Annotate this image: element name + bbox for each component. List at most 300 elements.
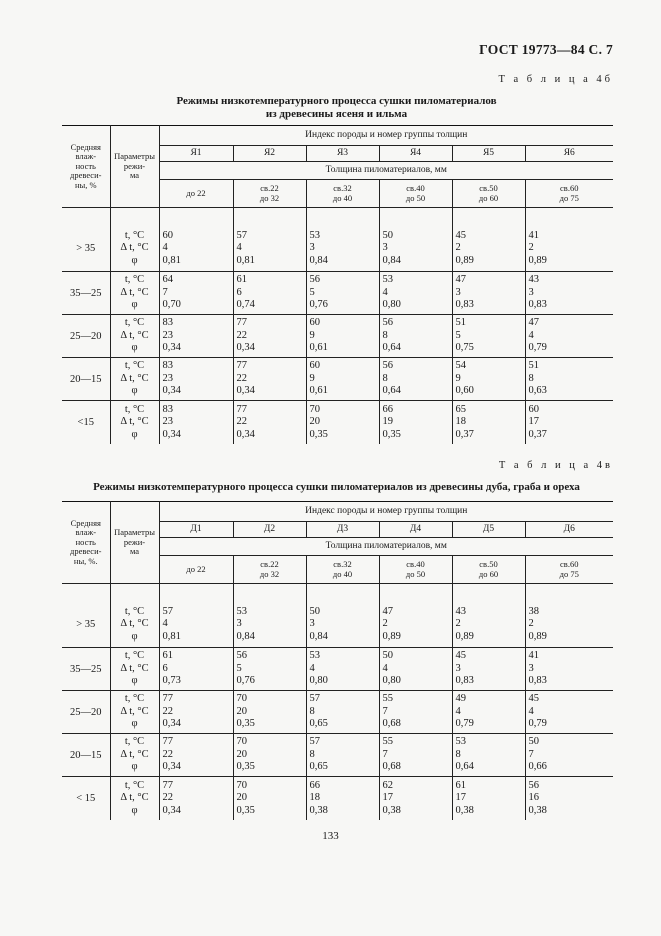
- value-line: 83: [162, 317, 173, 329]
- value-line: 0,83: [455, 299, 474, 311]
- spacer-cell: [452, 584, 525, 602]
- value-line: 3: [455, 662, 461, 674]
- param-line: φ: [131, 630, 138, 642]
- value-line: 47: [382, 605, 393, 617]
- value-line: 19: [382, 416, 393, 427]
- value-line: 8: [382, 329, 388, 341]
- param-line: Δ t, °C: [120, 416, 149, 427]
- value-line: 0,64: [382, 385, 401, 397]
- value-line: 57: [309, 693, 320, 705]
- param-line: φ: [131, 299, 138, 311]
- value-line: 83: [162, 403, 173, 415]
- value-line: 3: [309, 242, 315, 253]
- value-line: 0,84: [309, 254, 328, 266]
- params-cell: [110, 648, 159, 691]
- value-line: 49: [455, 693, 466, 705]
- spacer-cell: [306, 584, 379, 602]
- value-line: 23: [162, 372, 173, 384]
- value-line: 0,37: [455, 428, 474, 440]
- index-cell: Д4: [379, 522, 452, 538]
- value-line: 0,79: [528, 342, 547, 354]
- table-4v-title-line: Режимы низкотемпературного процесса сушки пиломатериалов из древесины дуба, граба и ореха: [93, 481, 580, 493]
- value-line: 3: [528, 286, 534, 298]
- table-4b-title-line: из древесины ясеня и ильма: [265, 108, 408, 120]
- value-line: 38: [528, 605, 539, 617]
- thickness-cell: [379, 180, 452, 208]
- value-line: 55: [382, 736, 393, 748]
- spacer-cell: [379, 584, 452, 602]
- value-line: 8: [309, 705, 315, 717]
- value-line: 57: [309, 736, 320, 748]
- value-line: 0,35: [236, 761, 255, 773]
- value-cell: [452, 358, 525, 401]
- value-cell: [159, 691, 233, 734]
- table-row: [62, 648, 613, 691]
- param-line: Δ t, °C: [120, 662, 149, 674]
- params-header-line: ма: [129, 546, 140, 557]
- value-line: 0,38: [455, 804, 474, 816]
- value-line: 6: [162, 662, 168, 674]
- value-line: 0,34: [162, 428, 181, 440]
- value-line: 0,65: [309, 718, 328, 730]
- thickness-cell: [159, 556, 233, 584]
- value-line: 45: [528, 693, 539, 705]
- table-row: [62, 602, 613, 648]
- table-row: [62, 226, 613, 272]
- thickness-line: до 40: [332, 568, 353, 579]
- value-line: 0,83: [455, 675, 474, 687]
- document-header: ГОСТ 19773—84 С. 7: [479, 42, 613, 57]
- value-line: 0,84: [309, 630, 328, 642]
- params-column-header: [110, 502, 159, 584]
- value-line: 17: [382, 792, 393, 803]
- thickness-line: св.22: [260, 183, 279, 193]
- value-line: 0,89: [455, 630, 474, 642]
- value-line: 4: [236, 242, 242, 253]
- table-row: [62, 777, 613, 820]
- value-line: 0,76: [236, 675, 255, 687]
- table-row: [62, 358, 613, 401]
- thickness-cell: [525, 556, 613, 584]
- value-cell: [379, 315, 452, 358]
- spacer-cell: [452, 208, 525, 226]
- thickness-cell: [452, 556, 525, 584]
- param-line: t, °C: [124, 736, 145, 748]
- value-cell: [452, 272, 525, 315]
- thickness-cell: [306, 180, 379, 208]
- value-line: 3: [236, 618, 242, 629]
- moisture-column-header: [62, 502, 110, 584]
- value-line: 0,35: [236, 718, 255, 730]
- value-cell: [379, 226, 452, 272]
- value-cell: [159, 401, 233, 444]
- value-line: 8: [382, 372, 388, 384]
- value-cell: [233, 602, 306, 648]
- moisture-cell: 35—25: [62, 648, 110, 691]
- value-line: 50: [382, 650, 393, 662]
- value-line: 66: [382, 403, 393, 415]
- index-cell: Д6: [525, 522, 613, 538]
- thickness-line: св.60: [560, 559, 579, 569]
- value-line: 0,84: [236, 630, 255, 642]
- value-line: 6: [236, 286, 242, 298]
- value-line: 0,73: [162, 675, 181, 687]
- value-cell: [525, 226, 613, 272]
- params-header-line: режи-: [123, 536, 146, 547]
- value-line: 0,89: [455, 254, 474, 266]
- thickness-cell: [159, 180, 233, 208]
- value-line: 8: [309, 748, 315, 760]
- value-line: 47: [455, 274, 466, 286]
- value-line: 62: [382, 779, 393, 791]
- moisture-cell: 35—25: [62, 272, 110, 315]
- value-cell: [233, 691, 306, 734]
- thickness-line: до 32: [259, 192, 280, 203]
- value-cell: [306, 315, 379, 358]
- thickness-cell: [233, 556, 306, 584]
- table-row: [62, 315, 613, 358]
- thickness-line: до 22: [186, 187, 206, 198]
- params-cell: [110, 602, 159, 648]
- value-line: 0,83: [528, 675, 547, 687]
- value-line: 50: [382, 229, 393, 241]
- thickness-line: св.50: [479, 559, 498, 569]
- value-line: 0,79: [528, 718, 547, 730]
- param-line: t, °C: [124, 229, 145, 241]
- value-line: 0,65: [309, 761, 328, 773]
- value-line: 4: [455, 705, 461, 717]
- value-cell: [233, 777, 306, 820]
- value-line: 0,34: [162, 718, 181, 730]
- table-4v-title: [60, 481, 613, 494]
- value-cell: [159, 777, 233, 820]
- moisture-column-header: [62, 126, 110, 208]
- params-cell: [110, 777, 159, 820]
- value-line: 22: [236, 372, 247, 384]
- value-cell: [525, 315, 613, 358]
- param-line: Δ t, °C: [120, 329, 149, 341]
- value-line: 56: [528, 779, 539, 791]
- thickness-line: до 22: [186, 563, 206, 574]
- value-line: 17: [455, 792, 466, 803]
- param-line: Δ t, °C: [120, 372, 149, 384]
- value-line: 0,34: [162, 385, 181, 397]
- value-line: 53: [309, 650, 320, 662]
- value-line: 45: [455, 650, 466, 662]
- param-line: Δ t, °C: [120, 618, 149, 629]
- moisture-header-line: древеси-: [70, 546, 102, 557]
- value-line: 0,61: [309, 342, 328, 354]
- value-line: 2: [382, 618, 388, 629]
- value-cell: [306, 226, 379, 272]
- params-cell: [110, 226, 159, 272]
- moisture-cell: 20—15: [62, 358, 110, 401]
- value-cell: [306, 272, 379, 315]
- value-line: 2: [528, 618, 534, 629]
- value-cell: [452, 777, 525, 820]
- moisture-header-line: ны, %.: [73, 555, 98, 566]
- value-line: 70: [236, 693, 247, 705]
- value-line: 9: [309, 372, 315, 384]
- value-line: 20: [236, 748, 247, 760]
- thickness-line: св.40: [406, 183, 425, 193]
- value-cell: [379, 777, 452, 820]
- value-line: 61: [236, 274, 247, 286]
- index-cell: Д2: [233, 522, 306, 538]
- params-header-line: ма: [129, 170, 140, 181]
- index-header: Индекс породы и номер группы толщин: [159, 126, 613, 146]
- table-row: [62, 401, 613, 444]
- value-line: 0,34: [162, 761, 181, 773]
- value-line: 0,64: [455, 761, 474, 773]
- value-cell: [452, 734, 525, 777]
- value-line: 0,34: [236, 342, 255, 354]
- value-line: 0,81: [162, 630, 181, 642]
- value-line: 65: [455, 403, 466, 415]
- thickness-cell: [525, 180, 613, 208]
- value-line: 0,38: [309, 804, 328, 816]
- spacer-row: [62, 584, 613, 602]
- params-column-header: [110, 126, 159, 208]
- index-cell: Я5: [452, 146, 525, 162]
- value-line: 22: [236, 416, 247, 427]
- table-row: [62, 691, 613, 734]
- param-line: Δ t, °C: [120, 286, 149, 298]
- value-cell: [233, 648, 306, 691]
- value-cell: [159, 648, 233, 691]
- spacer-cell: [525, 584, 613, 602]
- params-header-line: режи-: [123, 160, 146, 171]
- value-line: 0,79: [455, 718, 474, 730]
- moisture-cell: > 35: [62, 226, 110, 272]
- table-4v-label: Т а б л и ц а 4в: [498, 460, 613, 471]
- value-cell: [379, 734, 452, 777]
- table-4b: [62, 125, 613, 444]
- value-line: 61: [455, 779, 466, 791]
- index-cell: Я6: [525, 146, 613, 162]
- value-line: 2: [528, 242, 534, 253]
- thickness-line: до 75: [559, 192, 579, 203]
- thickness-line: св.32: [333, 183, 352, 193]
- value-line: 56: [236, 650, 247, 662]
- value-line: 0,66: [528, 761, 547, 773]
- table-row: [62, 272, 613, 315]
- param-line: φ: [131, 761, 138, 773]
- value-cell: [379, 691, 452, 734]
- value-line: 66: [309, 779, 320, 791]
- params-cell: [110, 691, 159, 734]
- value-line: 9: [455, 372, 461, 384]
- params-cell: [110, 734, 159, 777]
- value-cell: [452, 691, 525, 734]
- value-line: 5: [455, 329, 461, 341]
- value-line: 23: [162, 329, 173, 341]
- index-cell: Я2: [233, 146, 306, 162]
- value-line: 8: [528, 372, 534, 384]
- value-line: 0,80: [309, 675, 328, 687]
- value-line: 4: [162, 618, 168, 629]
- param-line: φ: [131, 675, 138, 687]
- value-line: 0,34: [236, 428, 255, 440]
- value-line: 64: [162, 274, 173, 286]
- value-cell: [306, 401, 379, 444]
- param-line: t, °C: [124, 317, 145, 329]
- value-cell: [525, 691, 613, 734]
- param-line: φ: [131, 428, 138, 440]
- thickness-line: до 50: [405, 568, 426, 579]
- value-line: 77: [162, 779, 173, 791]
- value-line: 22: [162, 748, 173, 760]
- value-cell: [233, 401, 306, 444]
- params-cell: [110, 315, 159, 358]
- thickness-line: до 60: [478, 192, 499, 203]
- value-line: 45: [455, 229, 466, 241]
- value-line: 77: [236, 360, 247, 372]
- spacer-cell: [62, 584, 110, 602]
- value-cell: [306, 777, 379, 820]
- value-line: 77: [236, 317, 247, 329]
- value-cell: [306, 602, 379, 648]
- value-line: 4: [309, 662, 315, 674]
- thickness-line: до 50: [405, 192, 426, 203]
- moisture-cell: 20—15: [62, 734, 110, 777]
- value-line: 83: [162, 360, 173, 372]
- spacer-cell: [62, 208, 110, 226]
- value-cell: [379, 602, 452, 648]
- value-line: 7: [382, 748, 388, 760]
- table-4b-title: [60, 95, 613, 121]
- moisture-header-line: древеси-: [70, 170, 102, 181]
- value-line: 77: [236, 403, 247, 415]
- moisture-cell: <15: [62, 401, 110, 444]
- thickness-line: до 75: [559, 568, 579, 579]
- value-line: 20: [236, 705, 247, 717]
- value-line: 57: [162, 605, 173, 617]
- param-line: φ: [131, 804, 138, 816]
- value-line: 0,68: [382, 718, 401, 730]
- value-cell: [159, 734, 233, 777]
- thickness-line: до 40: [332, 192, 353, 203]
- value-line: 3: [455, 286, 461, 298]
- params-cell: [110, 401, 159, 444]
- moisture-cell: 25—20: [62, 691, 110, 734]
- value-line: 0,35: [236, 804, 255, 816]
- value-cell: [159, 358, 233, 401]
- value-line: 51: [528, 360, 539, 372]
- value-line: 4: [528, 705, 534, 717]
- spacer-row: [62, 208, 613, 226]
- value-line: 47: [528, 317, 539, 329]
- value-line: 60: [309, 317, 320, 329]
- value-cell: [525, 272, 613, 315]
- thickness-line: св.50: [479, 183, 498, 193]
- value-line: 0,81: [236, 254, 255, 266]
- index-header: Индекс породы и номер группы толщин: [159, 502, 613, 522]
- spacer-cell: [306, 208, 379, 226]
- value-line: 54: [455, 360, 466, 372]
- value-line: 43: [455, 605, 466, 617]
- param-line: t, °C: [124, 403, 145, 415]
- param-line: Δ t, °C: [120, 792, 149, 803]
- value-line: 0,35: [309, 428, 328, 440]
- spacer-cell: [110, 208, 159, 226]
- value-line: 53: [309, 229, 320, 241]
- value-line: 70: [309, 403, 320, 415]
- index-cell: Д5: [452, 522, 525, 538]
- value-line: 16: [528, 792, 539, 803]
- value-line: 56: [309, 274, 320, 286]
- param-line: t, °C: [124, 779, 145, 791]
- value-cell: [306, 358, 379, 401]
- value-line: 0,89: [528, 254, 547, 266]
- params-header-line: Параметры: [114, 527, 155, 538]
- value-line: 7: [162, 286, 168, 298]
- value-line: 60: [309, 360, 320, 372]
- value-line: 51: [455, 317, 466, 329]
- spacer-cell: [525, 208, 613, 226]
- value-cell: [233, 358, 306, 401]
- value-line: 7: [382, 705, 388, 717]
- value-line: 0,89: [528, 630, 547, 642]
- value-line: 18: [309, 792, 320, 803]
- value-line: 60: [162, 229, 173, 241]
- value-cell: [233, 734, 306, 777]
- moisture-header-line: влаж-: [75, 151, 97, 162]
- value-line: 0,63: [528, 385, 547, 397]
- params-cell: [110, 272, 159, 315]
- value-line: 3: [309, 618, 315, 629]
- moisture-header-line: ность: [75, 536, 96, 547]
- value-line: 0,34: [162, 804, 181, 816]
- value-line: 22: [162, 792, 173, 803]
- spacer-cell: [379, 208, 452, 226]
- moisture-header-line: ны, %: [74, 179, 97, 190]
- value-line: 61: [162, 650, 173, 662]
- value-line: 5: [236, 662, 242, 674]
- value-line: 3: [528, 662, 534, 674]
- table-4v: [62, 501, 613, 820]
- thickness-cell: [452, 180, 525, 208]
- param-line: Δ t, °C: [120, 748, 149, 760]
- value-cell: [525, 358, 613, 401]
- params-cell: [110, 358, 159, 401]
- spacer-cell: [110, 584, 159, 602]
- value-line: 0,34: [162, 342, 181, 354]
- value-line: 5: [309, 286, 315, 298]
- value-line: 17: [528, 416, 539, 427]
- param-line: t, °C: [124, 274, 145, 286]
- header-row: [62, 126, 613, 146]
- value-cell: [306, 734, 379, 777]
- value-cell: [452, 401, 525, 444]
- value-cell: [379, 358, 452, 401]
- value-line: 22: [162, 705, 173, 717]
- param-line: Δ t, °C: [120, 705, 149, 717]
- value-line: 50: [528, 736, 539, 748]
- value-line: 53: [236, 605, 247, 617]
- value-cell: [159, 602, 233, 648]
- value-line: 0,34: [236, 385, 255, 397]
- value-line: 2: [455, 618, 461, 629]
- header-row: [62, 502, 613, 522]
- value-line: 77: [162, 736, 173, 748]
- moisture-header-line: ность: [75, 160, 96, 171]
- thickness-line: до 32: [259, 568, 280, 579]
- table-row: [62, 734, 613, 777]
- value-line: 43: [528, 274, 539, 286]
- value-line: 0,89: [382, 630, 401, 642]
- param-line: t, °C: [124, 360, 145, 372]
